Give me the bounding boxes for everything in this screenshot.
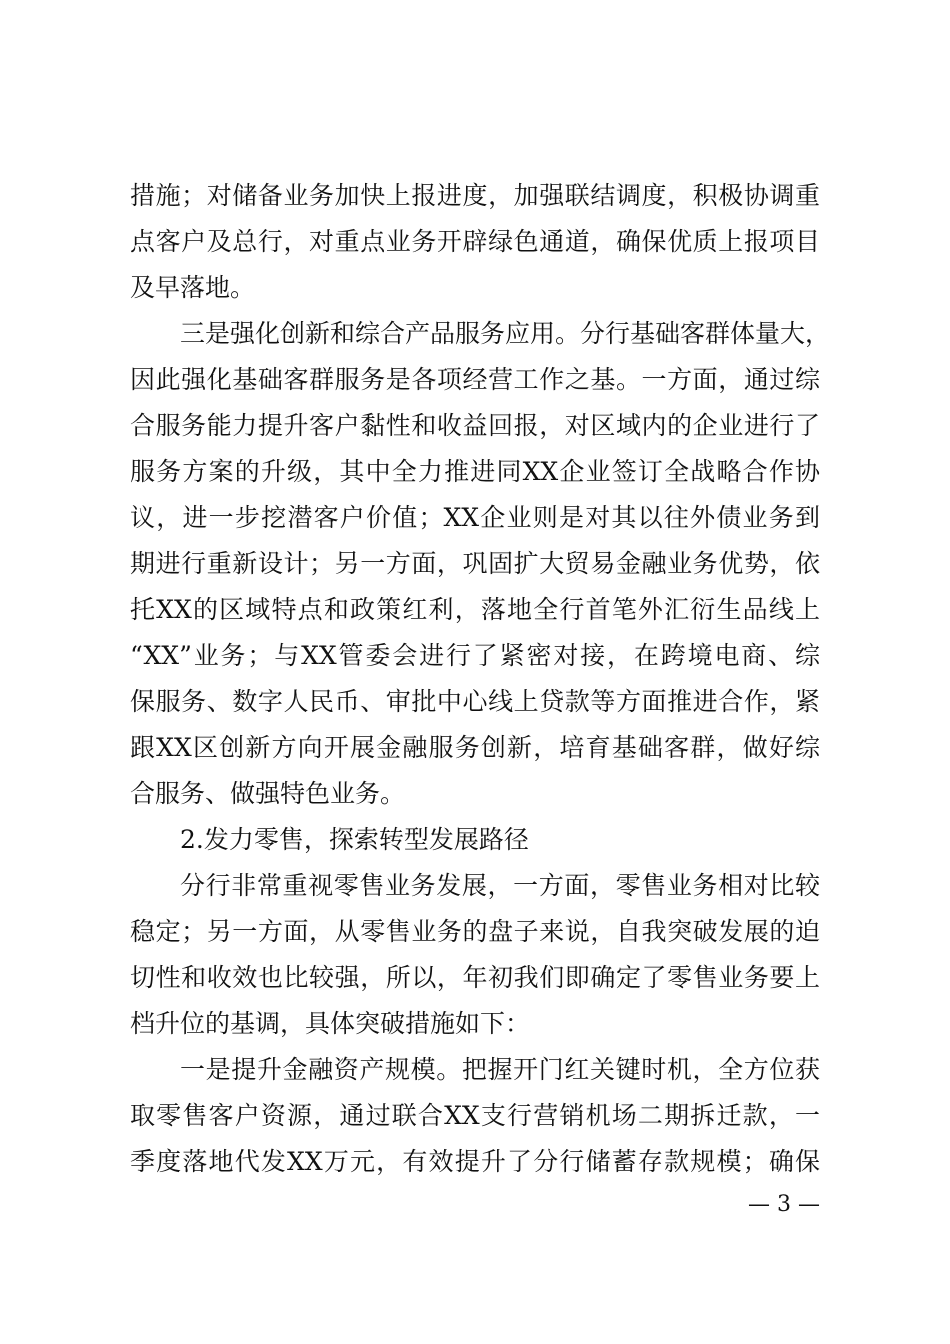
text-line: 取零售客户资源，通过联合XX支行营销机场二期拆迁款，一 [130, 1101, 820, 1130]
text-line: 期进行重新设计；另一方面，巩固扩大贸易金融业务优势，依 [130, 549, 820, 578]
paragraph-first-line: 分行非常重视零售业务发展，一方面，零售业务相对比较 [180, 871, 820, 900]
text-line: 切性和收效也比较强，所以，年初我们即确定了零售业务要上 [130, 963, 820, 992]
text-line: 服务方案的升级，其中全力推进同XX企业签订全战略合作协 [130, 457, 820, 486]
text-line: 合服务能力提升客户黏性和收益回报，对区域内的企业进行了 [130, 411, 820, 440]
text-line: 档升位的基调，具体突破措施如下： [130, 1009, 531, 1038]
section-heading: 2.发力零售，探索转型发展路径 [180, 825, 529, 854]
text-line: 点客户及总行，对重点业务开辟绿色通道，确保优质上报项目 [130, 227, 820, 256]
paragraph-first-line: 三是强化创新和综合产品服务应用。分行基础客群体量大， [180, 319, 831, 348]
text-line: 托XX的区域特点和政策红利，落地全行首笔外汇衍生品线上 [130, 595, 820, 624]
text-line: 措施；对储备业务加快上报进度，加强联结调度，积极协调重 [130, 181, 820, 210]
text-line: 因此强化基础客群服务是各项经营工作之基。一方面，通过综 [130, 365, 820, 394]
text-line: 及早落地。 [130, 273, 256, 302]
text-line: 稳定；另一方面，从零售业务的盘子来说，自我突破发展的迫 [130, 917, 820, 946]
paragraph-first-line: 一是提升金融资产规模。把握开门红关键时机，全方位获 [180, 1055, 820, 1084]
text-line: 跟XX区创新方向开展金融服务创新，培育基础客群，做好综 [130, 733, 820, 762]
page-number: — 3 — [748, 1192, 820, 1217]
text-line: 合服务、做强特色业务。 [130, 779, 406, 808]
text-line: 保服务、数字人民币、审批中心线上贷款等方面推进合作，紧 [130, 687, 820, 716]
text-line: “XX”业务；与XX管委会进行了紧密对接，在跨境电商、综 [130, 641, 820, 670]
text-line: 议，进一步挖潜客户价值；XX企业则是对其以往外债业务到 [130, 503, 820, 532]
text-line: 季度落地代发XX万元，有效提升了分行储蓄存款规模；确保 [130, 1147, 820, 1176]
